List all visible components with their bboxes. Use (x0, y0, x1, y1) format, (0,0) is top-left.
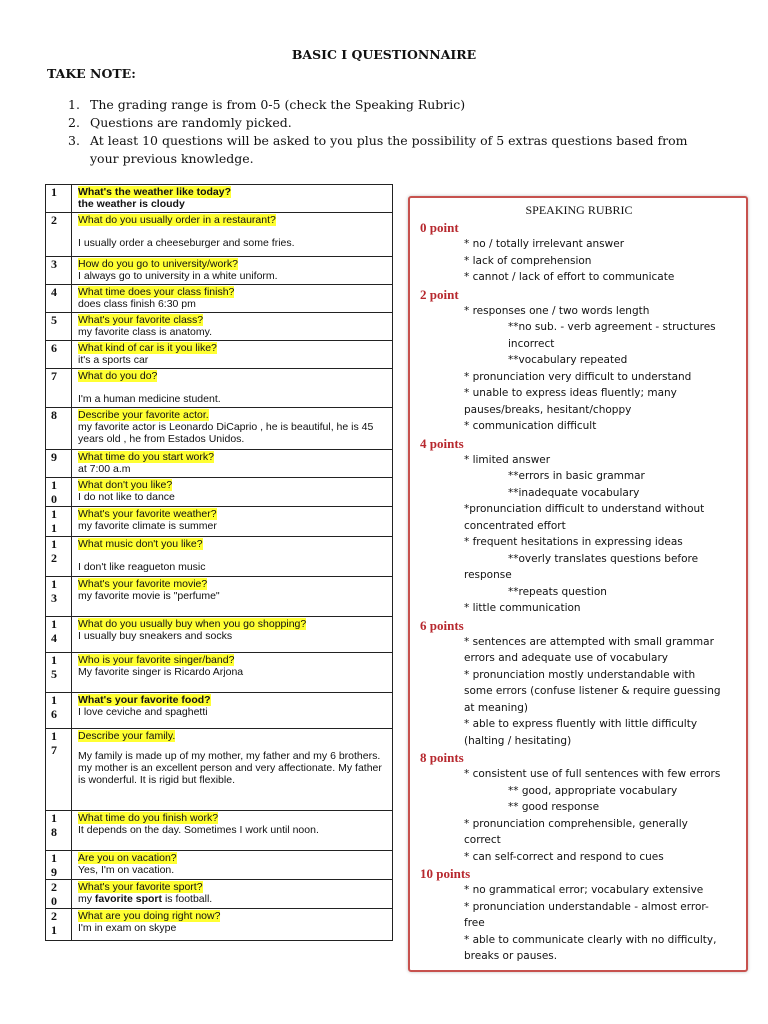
question-number: 7 (46, 369, 72, 408)
take-note-heading: TAKE NOTE: (47, 66, 136, 81)
questions-table (45, 184, 393, 941)
rubric-line: * no grammatical error; vocabulary extensive (464, 884, 704, 896)
question-row (46, 693, 393, 729)
answer-text: at 7:00 a.m (78, 463, 131, 475)
rubric-line: breaks or pauses. (464, 950, 558, 962)
rubric-line: concentrated effort (464, 519, 566, 532)
rubric-level-heading: 10 points (420, 866, 471, 881)
rubric-line: ** good, appropriate vocabulary (508, 784, 678, 797)
question-cell (72, 693, 393, 729)
rubric-line: **errors in basic grammar (508, 470, 645, 482)
rubric-line: ** good response (508, 801, 600, 813)
question-cell (72, 577, 393, 617)
rubric-line: * no / totally irrelevant answer (464, 238, 625, 250)
answer-text: It depends on the day. Sometimes I work until noon. (78, 824, 319, 836)
question-text: What's the weather like today? (78, 186, 232, 198)
rubric-line: **vocabulary repeated (508, 354, 628, 366)
note-text: At least 10 questions will be asked to you plus the possibility of 5 extras questions based from your previous knowledge. (90, 133, 688, 166)
question-number: 9 (46, 450, 72, 478)
question-row (46, 617, 393, 653)
answer-text: I love ceviche and spaghetti (78, 706, 208, 718)
rubric-line: at meaning) (464, 701, 528, 714)
rubric-line: * limited answer (464, 453, 551, 466)
question-number: 2 (46, 213, 72, 257)
question-number: 1 (46, 185, 72, 213)
question-cell (72, 408, 393, 450)
rubric-line: * unable to express ideas fluently; many (464, 387, 677, 399)
rubric-line: * able to express fluently with little difficulty (464, 718, 698, 730)
question-number: 6 (46, 341, 72, 369)
rubric-line: * responses one / two words length (464, 304, 650, 317)
question-cell (72, 537, 393, 577)
question-number: 1 2 (46, 537, 72, 577)
question-text: Describe your favorite actor. (78, 409, 209, 421)
question-cell (72, 257, 393, 285)
question-number: 2 1 (46, 909, 72, 941)
rubric-line: pauses/breaks, hesitant/choppy (464, 403, 632, 416)
rubric-line: some errors (confuse listener & require guessing (464, 685, 721, 697)
question-number: 1 5 (46, 653, 72, 693)
answer-text: my favorite climate is summer (78, 520, 217, 532)
answer-text: My favorite singer is Ricardo Arjona (78, 666, 244, 678)
question-text: Who is your favorite singer/band? (78, 654, 235, 666)
rubric-line: **inadequate vocabulary (508, 486, 640, 499)
answer-text: my favorite class is anatomy. (78, 326, 213, 338)
question-cell (72, 478, 393, 507)
answer-text: the weather is cloudy (78, 198, 185, 210)
rubric-line: * pronunciation comprehensible, generally (464, 817, 688, 830)
question-row (46, 313, 393, 341)
question-text: What time do you finish work? (78, 812, 219, 824)
rubric-line: (halting / hesitating) (464, 734, 572, 747)
rubric-line: incorrect (508, 337, 555, 350)
question-cell (72, 369, 393, 408)
question-number: 8 (46, 408, 72, 450)
question-row (46, 478, 393, 507)
rubric-line: errors and adequate use of vocabulary (464, 652, 668, 664)
question-text: What kind of car is it you like? (78, 342, 217, 354)
document-title: BASIC I QUESTIONNAIRE (291, 47, 477, 62)
question-cell (72, 185, 393, 213)
question-text: Describe your family. (78, 730, 176, 742)
note-number: 1. (68, 97, 80, 112)
answer-bold: favorite sport (94, 893, 163, 905)
question-cell (72, 909, 393, 941)
question-cell (72, 617, 393, 653)
question-row (46, 185, 393, 213)
rubric-line: response (464, 569, 512, 581)
question-row (46, 450, 393, 478)
answer-text: I'm in exam on skype (78, 922, 177, 934)
question-number: 4 (46, 285, 72, 313)
question-number: 1 9 (46, 851, 72, 880)
note-number: 2. (68, 115, 80, 130)
question-cell (72, 851, 393, 880)
rubric-line: **overly translates questions before (508, 552, 699, 565)
answer-suffix: is football. (162, 893, 213, 905)
rubric-line: * communication difficult (464, 420, 597, 432)
question-text: What time does your class finish? (78, 286, 235, 298)
rubric-line: * cannot / lack of effort to communicate (464, 271, 675, 283)
speaking-rubric (420, 202, 738, 965)
note-number: 3. (68, 133, 80, 148)
question-row (46, 507, 393, 537)
question-text: How do you go to university/work? (78, 258, 238, 270)
question-row (46, 341, 393, 369)
answer-text (78, 893, 388, 905)
question-row (46, 257, 393, 285)
question-number: 1 4 (46, 617, 72, 653)
question-number: 5 (46, 313, 72, 341)
answer-text: My family is made up of my mother, my father and my 6 brothers. my mother is an excellent person and very affectionate. My father is wonderful. It is rigid but flexible. (78, 750, 382, 786)
question-number: 3 (46, 257, 72, 285)
answer-text: I don't like reagueton music (78, 561, 206, 573)
rubric-line: free (464, 917, 485, 929)
answer-text: Yes, I'm on vacation. (78, 864, 175, 876)
question-row (46, 811, 393, 851)
question-text: What are you doing right now? (78, 910, 221, 922)
question-cell (72, 285, 393, 313)
question-cell (72, 341, 393, 369)
rubric-line: * consistent use of full sentences with few errors (464, 768, 721, 780)
answer-text: I'm a human medicine student. (78, 393, 221, 405)
answer-text: my favorite movie is "perfume" (78, 590, 220, 602)
note-item (68, 132, 708, 168)
rubric-line: * can self-correct and respond to cues (464, 850, 664, 863)
question-row (46, 909, 393, 941)
question-row (46, 851, 393, 880)
rubric-title: SPEAKING RUBRIC (525, 203, 633, 217)
question-row (46, 408, 393, 450)
question-cell (72, 880, 393, 909)
answer-text: my favorite actor is Leonardo DiCaprio , he is beautiful, he is 45 years old , he from Estados Unidos. (78, 421, 374, 445)
question-number: 2 0 (46, 880, 72, 909)
rubric-level-heading: 2 point (420, 286, 459, 302)
speaking-rubric-box (408, 196, 748, 972)
question-text: What's your favorite weather? (78, 508, 217, 520)
answer-prefix: my (78, 893, 95, 905)
question-row (46, 577, 393, 617)
question-cell (72, 811, 393, 851)
answer-text: does class finish 6:30 pm (78, 298, 196, 310)
answer-text: I do not like to dance (78, 491, 175, 503)
question-cell (72, 213, 393, 257)
rubric-level-heading: 8 points (420, 750, 464, 765)
question-row (46, 653, 393, 693)
question-cell (72, 313, 393, 341)
rubric-line: * sentences are attempted with small grammar (464, 635, 714, 648)
question-text: What time do you start work? (78, 451, 214, 463)
rubric-line: * pronunciation very difficult to understand (464, 370, 692, 383)
question-number: 1 3 (46, 577, 72, 617)
answer-text: it's a sports car (78, 354, 149, 366)
question-text: What music don't you like? (78, 538, 203, 550)
rubric-level-heading: 0 point (420, 220, 459, 235)
notes-list (68, 96, 708, 168)
rubric-line: **repeats question (508, 585, 607, 598)
rubric-line: * pronunciation understandable - almost error- (464, 900, 709, 913)
rubric-line: * able to communicate clearly with no difficulty, (464, 933, 717, 946)
note-item (68, 96, 708, 114)
answer-text: I usually order a cheeseburger and some fries. (78, 237, 295, 249)
note-item (68, 114, 708, 132)
question-cell (72, 653, 393, 693)
question-row (46, 880, 393, 909)
question-text: What's your favorite movie? (78, 578, 208, 590)
question-text: Are you on vacation? (78, 852, 177, 864)
question-cell (72, 507, 393, 537)
question-row (46, 729, 393, 811)
question-number: 1 6 (46, 693, 72, 729)
rubric-line: * pronunciation mostly understandable with (464, 668, 696, 681)
rubric-line: *pronunciation difficult to understand without (464, 503, 705, 515)
rubric-line: * little communication (464, 602, 581, 614)
rubric-level-heading: 6 points (420, 617, 464, 633)
question-text: What do you usually buy when you go shopping? (78, 618, 307, 630)
question-row (46, 285, 393, 313)
rubric-line: * lack of comprehension (464, 254, 592, 267)
question-text: What's your favorite food? (78, 694, 211, 706)
answer-text: I usually buy sneakers and socks (78, 630, 233, 642)
note-text: Questions are randomly picked. (90, 115, 292, 130)
question-text: What do you usually order in a restaurant? (78, 214, 276, 226)
question-number: 1 0 (46, 478, 72, 507)
answer-text: I always go to university in a white uniform. (78, 270, 278, 282)
note-text: The grading range is from 0-5 (check the Speaking Rubric) (90, 97, 466, 112)
question-number: 1 1 (46, 507, 72, 537)
rubric-line: **no sub. - verb agreement - structures (508, 321, 716, 333)
rubric-line: correct (464, 834, 501, 846)
question-number: 1 8 (46, 811, 72, 851)
question-row (46, 213, 393, 257)
rubric-level-heading: 4 points (420, 435, 464, 451)
question-row (46, 537, 393, 577)
question-text: What don't you like? (78, 479, 173, 491)
question-number: 1 7 (46, 729, 72, 811)
question-cell (72, 450, 393, 478)
question-text: What do you do? (78, 370, 158, 382)
rubric-line: * frequent hesitations in expressing ideas (464, 536, 683, 548)
question-text: What's your favorite sport? (78, 881, 203, 893)
question-row (46, 369, 393, 408)
question-cell (72, 729, 393, 811)
question-text: What's your favorite class? (78, 314, 204, 326)
